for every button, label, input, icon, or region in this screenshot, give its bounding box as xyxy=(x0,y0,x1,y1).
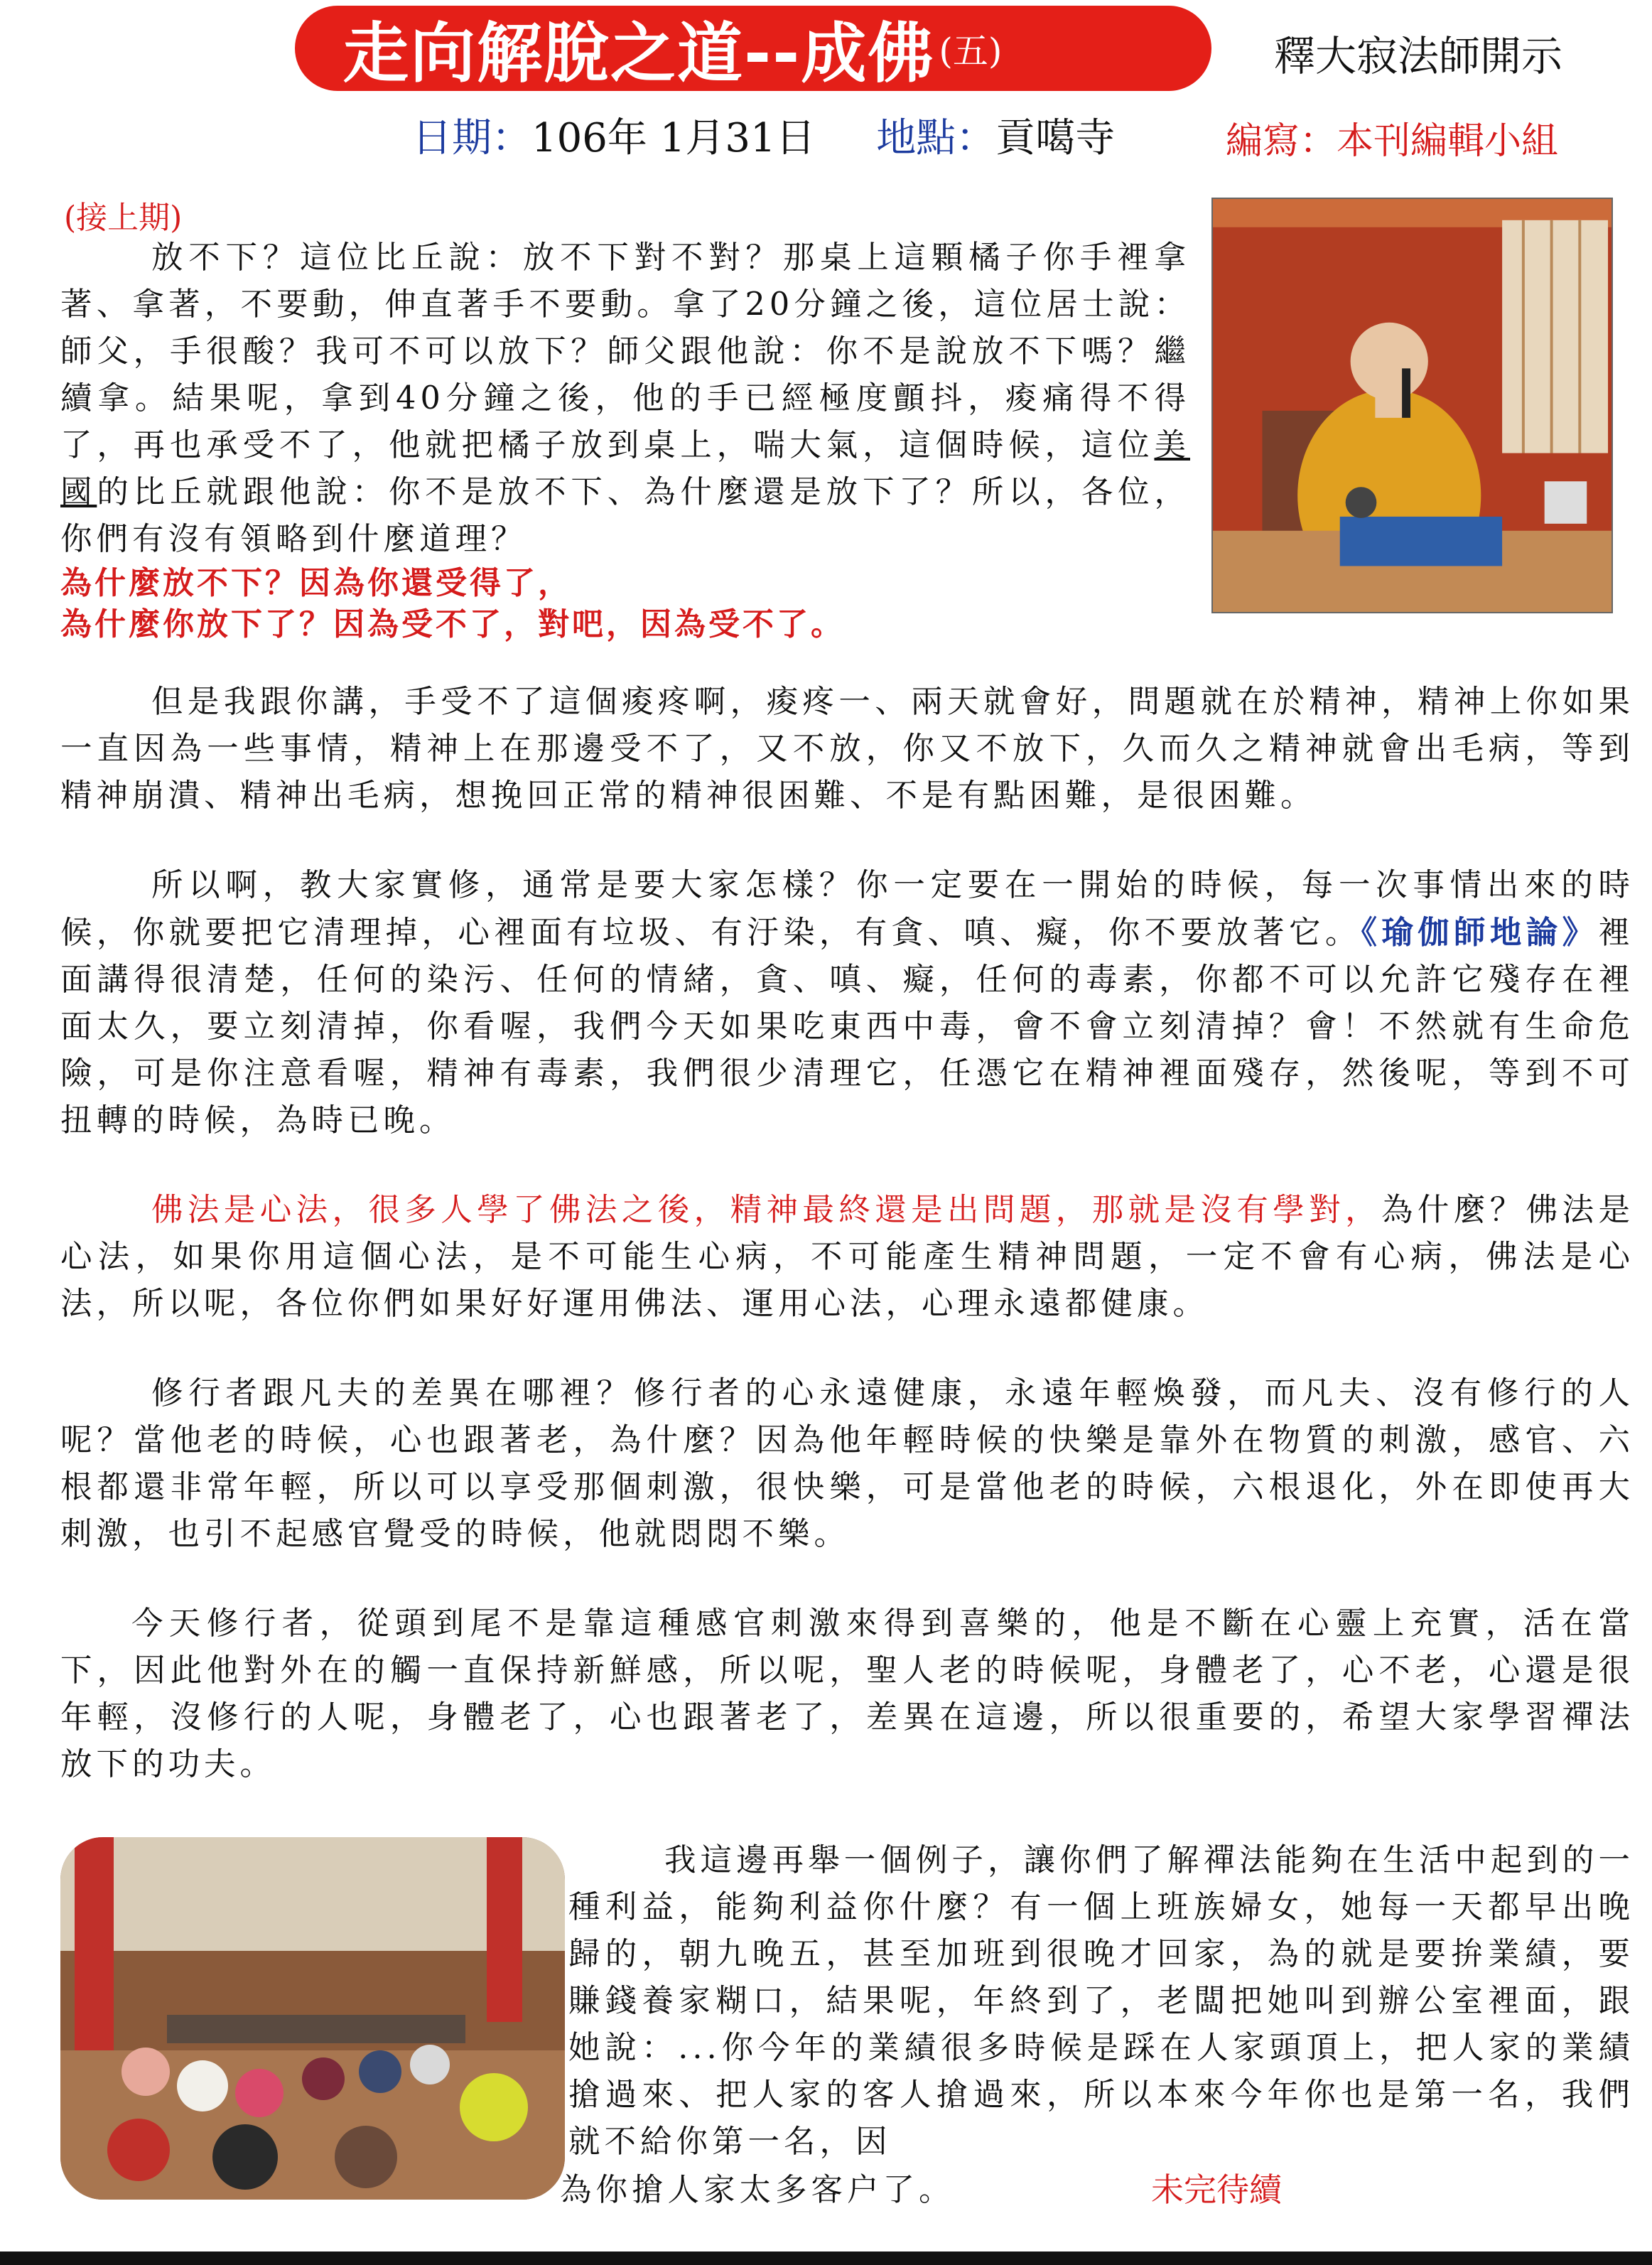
paragraph-1-tail: 的比丘就跟他說：你不是放不下、為什麼還是放下了？所以，各位，你們有沒有領略到什麼道理？ xyxy=(60,474,1190,557)
paragraph-7: 我這邊再舉一個例子，讓你們了解禪法能夠在生活中起到的一種利益，能夠利益你什麼？有一個上班族婦女，她每一天都早出晚歸的，朝九晚五，甚至加班到很晚才回家，為的就是要拚業績，要賺錢養家糊口，結果呢，年終到了，老闆把她叫到辦公室裡面，跟她說：...你今年的業績很多時候是踩在人家頭頂上，把人家的業績搶過來、把人家的客人搶過來，所以本來今年你也是第一名，我們就不給你第一名，因 xyxy=(568,1842,1634,2160)
bottom-divider xyxy=(0,2251,1652,2265)
paragraph-4-highlight: 佛法是心法，很多人學了佛法之後，精神最終還是出問題，那就是沒有學對， xyxy=(151,1192,1382,1228)
emphasis-line-2: 為什麼你放下了？因為受不了，對吧，因為受不了。 xyxy=(60,606,845,642)
underlined-place: 美國 xyxy=(60,427,1190,510)
place-value: 貢噶寺 xyxy=(995,115,1116,161)
paragraph-2: 但是我跟你講，手受不了這個痠疼啊，痠疼一、兩天就會好，問題就在於精神，精神上你如果一直因為一些事情，精神上在那邊受不了，又不放，你又不放下，久而久之精神就會出毛病，等到精神崩潰、精神出毛病，想挽回正常的精神很困難、不是有點困難，是很困難。 xyxy=(60,684,1634,814)
scripture-title: 《瑜伽師地論》 xyxy=(1361,914,1599,951)
date-place-line xyxy=(412,107,1115,163)
paragraph-1-text: 放不下？這位比丘說：放不下對不對？那桌上這顆橘子你手裡拿著、拿著，不要動，伸直著手不要動。拿了20分鐘之後，這位居士說：師父，手很酸？我可不可以放下？師父跟他說：你不是說放不下嗎？繼續拿。結果呢，拿到40分鐘之後，他的手已經極度顫抖，痠痛得不得了，再也承受不了，他就把橘子放到桌上，喘大氣，這個時候，這位 xyxy=(60,240,1190,463)
article-part-number: (五) xyxy=(939,31,1003,72)
main-body xyxy=(60,679,1634,1788)
article-title: 走向解脫之道--成佛 xyxy=(343,16,935,92)
paragraph-5: 修行者跟凡夫的差異在哪裡？修行者的心永遠健康，永遠年輕煥發，而凡夫、沒有修行的人呢？當他老的時候，心也跟著老，為什麼？因為他年輕時候的快樂是靠外在物質的刺激，感官、六根都還非常年輕，所以可以享受那個刺激，很快樂，可是當他老的時候，六根退化，外在即使再大刺激，也引不起感官覺受的時候，他就悶悶不樂。 xyxy=(60,1375,1634,1552)
paragraph-7-last-line: 為你搶人家太多客户了。 xyxy=(560,2172,955,2208)
paragraph-4-text: 為什麼？佛法是心法，如果你用這個心法，是不可能生心病，不可能產生精神問題，一定不會有心病，佛法是心法，所以呢，各位你們如果好好運用佛法、運用心法，心理永遠都健康。 xyxy=(60,1192,1634,1322)
closing-section xyxy=(568,1837,1634,2166)
author-credit: 釋大寂法師開示 xyxy=(1274,32,1563,80)
paragraph-1 xyxy=(60,235,1190,563)
paragraph-6: 今天修行者，從頭到尾不是靠這種感官刺激來得到喜樂的，他是不斷在心靈上充實，活在當下，因此他對外在的觸一直保持新鮮感，所以呢，聖人老的時候呢，身體老了，心不老，心還是很年輕，沒修行的人呢，身體老了，心也跟著老了，差異在這邊，所以很重要的，希望大家學習禪法放下的功夫。 xyxy=(60,1605,1634,1782)
date-label: 日期： xyxy=(412,115,531,161)
paragraph-4 xyxy=(60,1187,1634,1328)
meditation-class-photo xyxy=(60,1837,565,2200)
paragraph-3 xyxy=(60,862,1634,1144)
editors-credit: 編寫：本刊編輯小組 xyxy=(1226,120,1559,163)
to-be-continued: 未完待續 xyxy=(1151,2170,1282,2209)
place-label: 地點： xyxy=(876,115,996,161)
intro-section xyxy=(60,235,1190,645)
paragraph-3-text-a: 所以啊，教大家實修，通常是要大家怎樣？你一定要在一開始的時候，每一次事情出來的時候，你就要把它清理掉，心裡面有垃圾、有汙染，有貪、嗔、癡，你不要放著它。 xyxy=(60,867,1634,951)
emphasis-line-1: 為什麼放不下？因為你還受得了， xyxy=(60,565,572,601)
continued-note: (接上期) xyxy=(64,200,183,236)
title-banner xyxy=(295,6,1211,91)
monk-teaching-photo xyxy=(1211,198,1613,613)
date-value: 106年 1月31日 xyxy=(531,115,816,161)
paragraph-3-text-b: 裡面講得很清楚，任何的染污、任何的情緒，貪、嗔、癡，任何的毒素，你都不可以允許它殘存在裡面太久，要立刻清掉，你看喔，我們今天如果吃東西中毒，會不會立刻清掉？會！不然就有生命危險，可是你注意看喔，精神有毒素，我們很少清理它，任憑它在精神裡面殘存，然後呢，等到不可扭轉的時候，為時已晚。 xyxy=(60,915,1634,1139)
